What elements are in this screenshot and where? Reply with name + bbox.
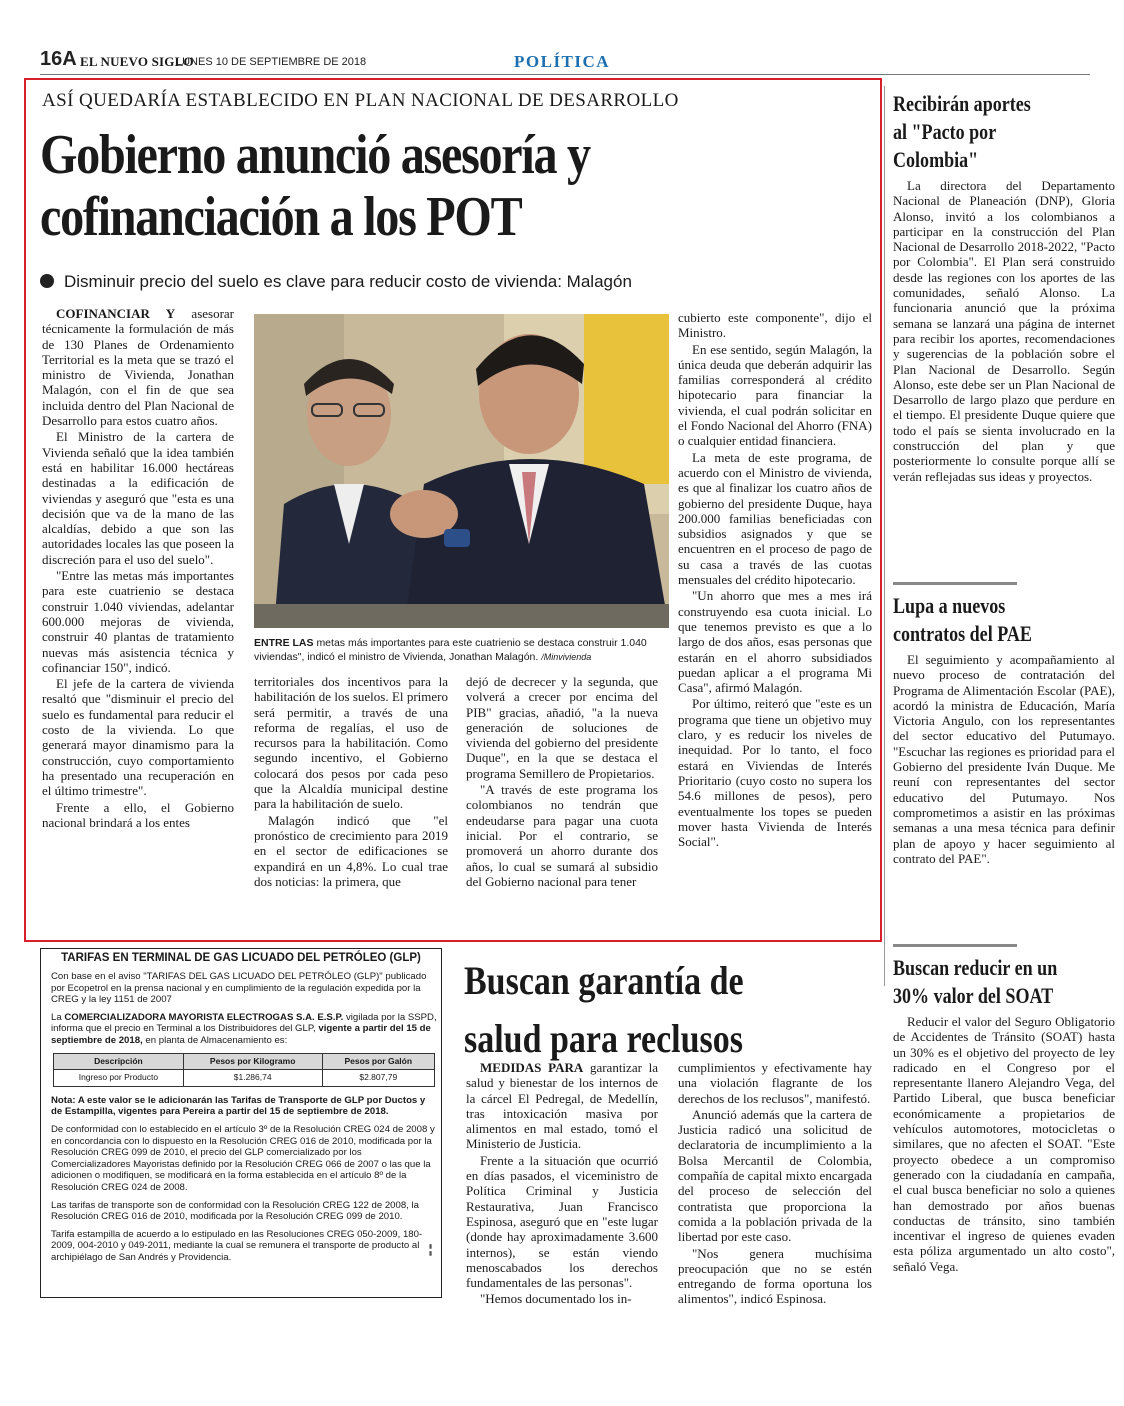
paragraph: cumplimientos y efectivamente hay una violación flagrante de los derechos de los reclusos", manifestó. bbox=[678, 1060, 872, 1106]
deck-text: Disminuir precio del suelo es clave para reducir costo de vivienda: Malagón bbox=[64, 272, 632, 291]
paragraph: dejó de decrecer y la segunda, que volverá a crecer por encima del PIB" gracias, añadió, "a la nueva generación de soluciones de vivienda del gobierno del presidente Duque", en la que se destaca el programa Semillero de Propietarios. bbox=[466, 674, 658, 781]
photo-credit: /Minvivienda bbox=[541, 652, 592, 662]
notice-title: TARIFAS EN TERMINAL DE GAS LICUADO DEL PETRÓLEO (GLP) bbox=[61, 952, 421, 964]
paragraph: El seguimiento y acompañamiento al nuevo proceso de contratación del Programa de Alimentación Escolar (PAE), acordó la ministra de Educación, María Victoria Angulo, con los representantes del sector educativo del Putumayo. "Escuchar las regiones es prioridad para el Gobierno del presidente Iván Duque. Me reuní con representantes del sector educativo del Putumayo. Nos comprometimos a asistir en las próximas semanas a una mesa técnica para definir plan de apoyo y hacer seguimiento al contrato del PAE". bbox=[893, 652, 1115, 866]
paragraph: cubierto este componente", dijo el Ministro. bbox=[678, 310, 872, 341]
table-cell: $1.286,74 bbox=[183, 1070, 322, 1087]
effective-date: vigente a partir del 15 de septiembre de 2018, bbox=[51, 1023, 431, 1046]
paragraph: Por último, reiteró que "este es un programa que tiene un objetivo muy claro, y es reducir los niveles de inequidad. Por lo tanto, el foco estará en Viviendas de Interés Prioritario (cuyo costo no supera los 54.6 millones de pesos), pero eventualmente los topes se pueden mover hasta Vivienda de Interés Social". bbox=[678, 696, 872, 850]
article-deck bbox=[40, 272, 632, 292]
table-header-row bbox=[54, 1053, 435, 1070]
sidebar-divider bbox=[884, 86, 885, 986]
paragraph: "Un ahorro que mes a mes irá construyendo esa cuota inicial. Lo que tenemos previsto es que a lo largo de dos años, esas personas que estarán en el ahorro subsidiados puedan aplicar a el programa Mi Casa", afirmó Malagón. bbox=[678, 588, 872, 696]
article-column-4 bbox=[678, 310, 872, 850]
paragraph: El Ministro de la cartera de Vivienda señaló que la idea también está en habilitar 16.000 hectáreas destinadas a la edificación de viviendas y aseguró que "esta es una decisión que va de la mano de las alcaldías, debido a que son las autoridades locales las que poseen la discreción para el uso del suelo". bbox=[42, 429, 234, 567]
notice-paragraph bbox=[51, 1012, 437, 1047]
paragraph: "Nos genera muchísima preocupación que no se estén entregando de forma oportuna los alimentos", indicó Espinosa. bbox=[678, 1245, 872, 1307]
notice-paragraph: De conformidad con lo establecido en el artículo 3º de la Resolución CREG 024 de 2008 y en concordancia con lo dispuesto en la Resolución CREG 016 de 2010, modificada por la Resolución CREG 099 de 2010, el precio del GLP comercializado por los Comercializadores Mayoristas definido por la Resolución CREG 066 de 2007 o las que la adicionen o modifiquen, se modificará en la forma establecida en el artículo 8º de la Resolución CREG 024 de 2008. bbox=[51, 1123, 435, 1193]
lead-in: MEDIDAS PARA bbox=[480, 1060, 584, 1075]
paragraph: Frente a ello, el Gobierno nacional brindará a los entes bbox=[42, 799, 234, 830]
article-photo bbox=[254, 314, 669, 628]
notice-note: Nota: A este valor se le adicionarán las Tarifas de Transporte de GLP por Ductos y de Estampilla, vigentes para Pereira a partir del 15 de septiembre de 2018. bbox=[51, 1094, 426, 1118]
photo-caption bbox=[254, 636, 669, 664]
paragraph: Malagón indicó que "el pronóstico de crecimiento para 2019 en el sector de edificaciones se expandirá en un 4,8%. Lo cual trae dos noticias: la primera, que bbox=[254, 812, 448, 889]
paragraph: En ese sentido, según Malagón, la única deuda que deberán adquirir las familias corresponderá al crédito hipotecario para financiar la vivienda, el cual podrán solicitar en el Fondo Nacional del Ahorro (FNA) o cualquier entidad financiera. bbox=[678, 341, 872, 449]
notice-text: La bbox=[51, 1011, 62, 1023]
paragraph: La meta de este programa, de acuerdo con el Ministro de vivienda, es que al finalizar los cuatro años de gobierno del presidente Duque, haya 200.000 familias beneficiadas con subsidios asignados y que se encuentren en el proceso de pago de su casa a través de las cuotas mensuales del crédito hipotecario. bbox=[678, 449, 872, 588]
table-cell: $2.807,79 bbox=[322, 1070, 434, 1087]
bullet-icon bbox=[40, 274, 54, 288]
paragraph: Reducir el valor del Seguro Obligatorio de Accidentes de Tránsito (SOAT) hasta un 30% es el objetivo del proyecto de ley radicado en el Congreso por el representante llanero Alejandro Vega, del Partido Liberal, que busca beneficiar económicamente a propietarios de vehículos automotores, motocicletas o similares, que no afecten el SOAT. "Este proyecto obedece a un compromiso generado con la ciudadanía en campaña, el cual busca beneficiar no solo a quienes han demostrado por años buenas conductas de tránsito, sino también incentivar el ingreso de quienes evaden esta póliza argumentado un alto costo", señaló Vega. bbox=[893, 1014, 1115, 1274]
table-row bbox=[54, 1070, 435, 1087]
sidebar-separator bbox=[893, 582, 1017, 585]
paragraph: El jefe de la cartera de vivienda resaltó que "disminuir el precio del suelo es fundamental para reducir el costo de la vivienda. Lo que generará mayor dinamismo para la construcción, cuyo comportamiento ha presentado una recuperación en el último trimestre". bbox=[42, 676, 234, 799]
notice-text: vigilada por la SSPD, informa que el precio en Terminal a los Distribuidores del GLP, bbox=[51, 1011, 437, 1035]
glp-notice bbox=[40, 948, 442, 1298]
header-rule bbox=[40, 74, 1090, 75]
caption-lead: ENTRE LAS bbox=[254, 637, 314, 649]
paragraph: "A través de este programa los colombianos no tendrán que endeudarse para pagar una cuota inicial. Por el contrario, se promoverá un ahorro durante dos años, lo cual se sumará al subsidio del Gobierno nacional para tener bbox=[466, 782, 658, 889]
price-table bbox=[53, 1053, 435, 1087]
company-name: COMERCIALIZADORA MAYORISTA ELECTROGAS S.A. E.S.P. bbox=[64, 1011, 344, 1023]
article-column-1 bbox=[42, 306, 234, 831]
table-header: Pesos por Galón bbox=[322, 1053, 434, 1070]
paragraph: Frente a la situación que ocurrió en días pasados, el viceministro de Política Criminal y Justicia Restaurativa, Juan Francisco Espinosa, aseguró que en "este lugar (donde hay aproximadamente 3.600 internos), se están viendo menoscabados los derechos fundamentales de las personas". bbox=[466, 1152, 658, 1291]
article2-column-2 bbox=[678, 1060, 872, 1308]
sidebar-headline: Recibirán aportes al "Pacto por Colombia" bbox=[893, 91, 1031, 172]
article-headline: Gobierno anunció asesoría y cofinanciación a los POT bbox=[40, 124, 590, 248]
paragraph: "Entre las metas más importantes para este cuatrienio se destaca construir 1.040 viviendas, adelantar 600.000 mejoras de vivienda, construir 40 plantas de tratamiento nuevas más asistencia técnica y cofinanciar 150", indicó. bbox=[42, 568, 234, 675]
notice-body bbox=[51, 971, 437, 1269]
notice-paragraph: Las tarifas de transporte son de conformidad con la Resolución CREG 122 de 2008, la Resolución CREG 016 de 2010, modificada por la Resolución CREG 099 de 2010. bbox=[51, 1199, 419, 1223]
article-headline-2: Buscan garantía de salud para reclusos bbox=[464, 958, 744, 1061]
ad-stamp-icon: ▮▮ bbox=[427, 1243, 433, 1257]
article2-column-1 bbox=[466, 1060, 658, 1308]
notice-paragraph: Con base en el aviso "TARIFAS DEL GAS LICUADO DEL PETRÓLEO (GLP)" publicado por Ecopetrol en la prensa nacional y en cumplimiento de la regulación expedida por la CREG y la ley 1151 de 2007 bbox=[51, 971, 427, 1006]
paragraph: Anunció además que la cartera de Justicia radicó una solicitud de declaratoria de incumplimiento a la Bolsa Mercantil de Colombia, compañía de capital mixto encargada del proceso de selección del contratista que proporciona la comida a la población privada de la libertad por este caso. bbox=[678, 1106, 872, 1245]
sidebar-headline: Buscan reducir en un 30% valor del SOAT bbox=[893, 955, 1058, 1008]
article-kicker: ASÍ QUEDARÍA ESTABLECIDO EN PLAN NACIONAL DE DESARROLLO bbox=[42, 90, 679, 111]
paragraph: territoriales dos incentivos para la habilitación de los suelos. El primero será permitir, a través de una reforma de regalías, el uso de recursos para la habilitación. Como segundo incentivo, el Gobierno colocará dos pesos por cada peso que la Alcaldía municipal destine para la habilitación de suelo. bbox=[254, 674, 448, 812]
paragraph: "Hemos documentado los in- bbox=[480, 1291, 632, 1307]
sidebar-story bbox=[893, 652, 1115, 866]
article-column-2 bbox=[254, 674, 448, 890]
newspaper-name: EL NUEVO SIGLO bbox=[80, 54, 194, 69]
sidebar-separator bbox=[893, 944, 1017, 947]
caption-text: metas más importantes para este cuatrienio se destaca construir 1.040 viviendas", indicó el ministro de Vivienda, Jonathan Malagón. bbox=[254, 637, 647, 663]
notice-text: en planta de Almacenamiento es: bbox=[145, 1034, 288, 1046]
paragraph: asesorar técnicamente la formulación de más de 130 Planes de Ordenamiento Territorial es la meta que se trazó el ministro de Vivienda, Jonathan Malagón, con el fin de que sea incluida dentro del Plan Nacional de Desarrollo para estos cuatro años. bbox=[42, 306, 235, 429]
section-label: POLÍTICA bbox=[514, 52, 611, 71]
lead-in: COFINANCIAR Y bbox=[56, 306, 176, 321]
sidebar-story bbox=[893, 178, 1115, 484]
paragraph: La directora del Departamento Nacional de Planeación (DNP), Gloria Alonso, invitó a los colombianos a participar en la construcción del Plan Nacional de Desarrollo 2018-2022, "Pacto por Colombia". El Plan será construido desde las regiones con los aportes de las comunidades, señaló Alonso. La funcionaria anunció que la próxima semana se lanzará una página de internet para recibir los aportes, recomendaciones y sugerencias de la población sobre el Plan Nacional de Desarrollo. Según Alonso, este debe ser un Plan Nacional de Desarrollo de largo plazo que perdure en el tiempo. El presidente Duque quiere que todo el país se sienta involucrado en la construcción del plan y que posteriormente lo consulte porque allí se verán reflejadas sus ideas y proyectos. bbox=[893, 178, 1115, 484]
table-cell: Ingreso por Producto bbox=[54, 1070, 184, 1087]
article-column-3 bbox=[466, 674, 658, 890]
table-header: Descripción bbox=[54, 1053, 184, 1070]
sidebar-story bbox=[893, 1014, 1115, 1274]
notice-paragraph: Tarifa estampilla de acuerdo a lo estipulado en las Resoluciones CREG 050-2009, 180-2009, 004-2010 y 049-2011, mediante la cual se remunera el transporte de producto al archipiélago de San Andrés y Providencia. bbox=[51, 1228, 423, 1263]
table-header: Pesos por Kilogramo bbox=[183, 1053, 322, 1070]
page-number: 16A bbox=[40, 48, 77, 70]
dateline: LUNES 10 DE SEPTIEMBRE DE 2018 bbox=[176, 56, 367, 68]
paragraph: garantizar la salud y bienestar de los internos de la cárcel El Pedregal, de Medellín, tras intoxicación masiva por alimentos en mal estado, tomó el Ministerio de Justicia. bbox=[466, 1060, 658, 1152]
sidebar-headline: Lupa a nuevos contratos del PAE bbox=[893, 593, 1032, 646]
